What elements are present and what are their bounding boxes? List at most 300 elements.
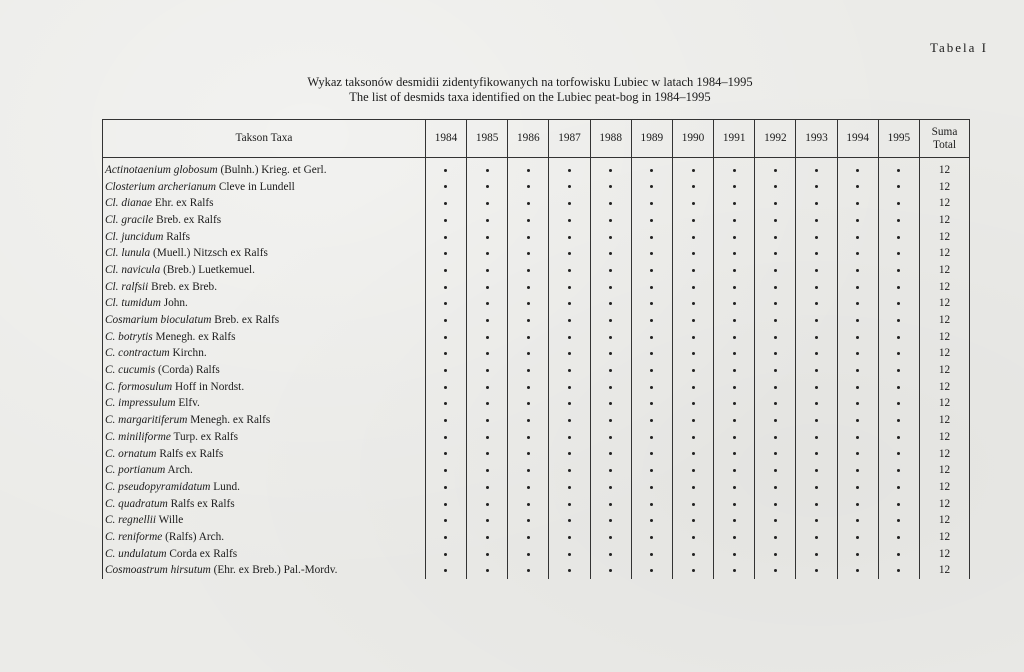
presence-dot <box>692 302 695 305</box>
presence-cell <box>549 429 590 446</box>
presence-dot <box>815 219 818 222</box>
taxon-cell <box>103 379 426 396</box>
presence-dot <box>897 469 900 472</box>
presence-dot <box>444 503 447 506</box>
presence-cell <box>425 412 466 429</box>
presence-dot <box>486 169 489 172</box>
taxon-cell <box>103 512 426 529</box>
presence-cell <box>672 346 713 363</box>
presence-dot <box>815 352 818 355</box>
presence-dot <box>774 536 777 539</box>
presence-dot <box>897 369 900 372</box>
presence-cell <box>549 346 590 363</box>
presence-dot <box>774 252 777 255</box>
presence-cell <box>590 512 631 529</box>
presence-dot <box>815 369 818 372</box>
presence-cell <box>837 312 878 329</box>
presence-dot <box>609 269 612 272</box>
presence-dot <box>486 185 489 188</box>
presence-dot <box>444 286 447 289</box>
presence-dot <box>692 436 695 439</box>
presence-dot <box>856 452 859 455</box>
presence-dot <box>692 486 695 489</box>
presence-dot <box>527 219 530 222</box>
presence-dot <box>527 319 530 322</box>
taxon-name: C. undulatum <box>105 547 167 560</box>
presence-cell <box>467 496 508 513</box>
presence-dot <box>733 252 736 255</box>
presence-cell <box>508 412 549 429</box>
presence-dot <box>609 369 612 372</box>
presence-dot <box>527 302 530 305</box>
presence-dot <box>815 402 818 405</box>
presence-dot <box>568 352 571 355</box>
presence-dot <box>444 469 447 472</box>
presence-dot <box>650 553 653 556</box>
total-cell: 12 <box>919 429 969 446</box>
taxon-cell <box>103 346 426 363</box>
presence-dot <box>527 402 530 405</box>
presence-cell <box>631 512 672 529</box>
header-total-pl: Suma <box>931 125 958 138</box>
taxon-name: Actinotaenium globosum <box>105 163 218 176</box>
presence-cell <box>467 245 508 262</box>
presence-cell <box>672 212 713 229</box>
presence-cell <box>425 446 466 463</box>
presence-dot <box>856 336 859 339</box>
presence-cell <box>755 429 796 446</box>
presence-dot <box>444 519 447 522</box>
presence-cell <box>672 245 713 262</box>
presence-cell <box>508 158 549 179</box>
presence-dot <box>444 553 447 556</box>
presence-dot <box>444 219 447 222</box>
presence-dot <box>815 336 818 339</box>
presence-dot <box>774 219 777 222</box>
presence-cell <box>467 279 508 296</box>
presence-cell <box>878 158 919 179</box>
presence-cell <box>549 279 590 296</box>
presence-cell <box>631 158 672 179</box>
presence-dot <box>444 319 447 322</box>
presence-cell <box>878 429 919 446</box>
header-taxon: Takson Taxa <box>103 120 426 158</box>
presence-dot <box>733 352 736 355</box>
presence-dot <box>444 252 447 255</box>
presence-dot <box>486 286 489 289</box>
header-year: 1989 <box>631 120 672 158</box>
presence-dot <box>444 419 447 422</box>
total-cell: 12 <box>919 158 969 179</box>
presence-cell <box>796 346 837 363</box>
taxon-author: (Corda) Ralfs <box>158 364 220 377</box>
presence-cell <box>631 479 672 496</box>
presence-cell <box>549 563 590 580</box>
taxon-cell <box>103 329 426 346</box>
presence-cell <box>467 229 508 246</box>
presence-dot <box>733 486 736 489</box>
presence-dot <box>774 369 777 372</box>
presence-cell <box>631 179 672 196</box>
presence-cell <box>878 296 919 313</box>
presence-cell <box>672 412 713 429</box>
table-row <box>103 179 970 196</box>
presence-cell <box>467 412 508 429</box>
presence-cell <box>796 279 837 296</box>
presence-dot <box>527 369 530 372</box>
taxon-name: Cl. gracile <box>105 213 154 226</box>
presence-dot <box>527 536 530 539</box>
presence-cell <box>590 529 631 546</box>
presence-dot <box>650 185 653 188</box>
presence-cell <box>590 212 631 229</box>
total-cell: 12 <box>919 245 969 262</box>
total-cell: 12 <box>919 296 969 313</box>
desmids-table <box>102 119 970 579</box>
presence-cell <box>755 329 796 346</box>
presence-cell <box>425 229 466 246</box>
presence-cell <box>590 245 631 262</box>
presence-dot <box>856 202 859 205</box>
header-year: 1984 <box>425 120 466 158</box>
taxon-name: C. portianum <box>105 464 166 477</box>
presence-dot <box>568 536 571 539</box>
taxon-author: Ralfs ex Ralfs <box>159 447 224 460</box>
presence-dot <box>609 503 612 506</box>
presence-dot <box>856 569 859 572</box>
presence-dot <box>692 553 695 556</box>
presence-dot <box>527 519 530 522</box>
presence-cell <box>837 496 878 513</box>
caption-polish: Wykaz taksonów desmidii zidentyfikowanych na torfowisku Lubiec w latach 1984–1995 <box>307 75 753 89</box>
presence-cell <box>755 195 796 212</box>
presence-cell <box>837 346 878 363</box>
presence-dot <box>774 486 777 489</box>
presence-dot <box>692 336 695 339</box>
presence-cell <box>796 496 837 513</box>
presence-cell <box>425 496 466 513</box>
taxon-name: C. quadratum <box>105 497 168 510</box>
presence-cell <box>796 446 837 463</box>
presence-cell <box>755 279 796 296</box>
presence-dot <box>650 469 653 472</box>
presence-dot <box>486 386 489 389</box>
taxon-cell <box>103 462 426 479</box>
presence-dot <box>897 486 900 489</box>
total-cell: 12 <box>919 279 969 296</box>
presence-cell <box>508 245 549 262</box>
taxon-author: Breb. ex Breb. <box>151 280 218 293</box>
presence-cell <box>425 462 466 479</box>
presence-cell <box>755 262 796 279</box>
presence-dot <box>527 419 530 422</box>
presence-dot <box>650 336 653 339</box>
presence-cell <box>549 179 590 196</box>
presence-cell <box>631 229 672 246</box>
presence-cell <box>714 179 755 196</box>
presence-cell <box>425 312 466 329</box>
presence-dot <box>650 402 653 405</box>
presence-dot <box>527 169 530 172</box>
presence-cell <box>837 462 878 479</box>
presence-cell <box>755 362 796 379</box>
presence-cell <box>837 245 878 262</box>
presence-cell <box>878 412 919 429</box>
presence-dot <box>692 569 695 572</box>
presence-cell <box>590 396 631 413</box>
presence-dot <box>609 236 612 239</box>
presence-cell <box>837 329 878 346</box>
presence-cell <box>714 563 755 580</box>
presence-cell <box>631 379 672 396</box>
table-row <box>103 346 970 363</box>
taxon-author: Menegh. ex Ralfs <box>190 414 271 427</box>
taxon-cell <box>103 158 426 179</box>
total-cell: 12 <box>919 512 969 529</box>
presence-dot <box>609 336 612 339</box>
table-row <box>103 479 970 496</box>
presence-dot <box>856 185 859 188</box>
presence-dot <box>856 352 859 355</box>
presence-cell <box>549 329 590 346</box>
presence-cell <box>467 212 508 229</box>
presence-cell <box>878 529 919 546</box>
presence-dot <box>856 469 859 472</box>
presence-dot <box>650 386 653 389</box>
table-row <box>103 279 970 296</box>
presence-dot <box>774 569 777 572</box>
presence-cell <box>837 212 878 229</box>
presence-dot <box>692 419 695 422</box>
presence-cell <box>425 158 466 179</box>
presence-cell <box>467 429 508 446</box>
header-year: 1985 <box>467 120 508 158</box>
presence-dot <box>650 219 653 222</box>
header-year: 1995 <box>878 120 919 158</box>
presence-dot <box>568 369 571 372</box>
presence-cell <box>672 229 713 246</box>
presence-cell <box>837 229 878 246</box>
presence-cell <box>714 362 755 379</box>
taxon-name: Cosmarium bioculatum <box>105 314 212 327</box>
presence-cell <box>796 563 837 580</box>
presence-dot <box>527 352 530 355</box>
presence-dot <box>486 352 489 355</box>
presence-dot <box>733 536 736 539</box>
presence-cell <box>714 512 755 529</box>
presence-cell <box>590 546 631 563</box>
presence-cell <box>672 262 713 279</box>
presence-cell <box>590 262 631 279</box>
presence-cell <box>672 479 713 496</box>
presence-dot <box>444 536 447 539</box>
total-cell: 12 <box>919 563 969 580</box>
taxon-name: Cl. tumidum <box>105 297 161 310</box>
presence-dot <box>897 319 900 322</box>
presence-dot <box>733 419 736 422</box>
presence-cell <box>878 195 919 212</box>
presence-cell <box>508 529 549 546</box>
presence-cell <box>467 563 508 580</box>
taxon-cell <box>103 262 426 279</box>
presence-dot <box>650 436 653 439</box>
presence-dot <box>486 536 489 539</box>
presence-dot <box>568 419 571 422</box>
presence-dot <box>486 269 489 272</box>
presence-cell <box>549 479 590 496</box>
presence-cell <box>508 296 549 313</box>
presence-dot <box>527 269 530 272</box>
taxon-author: (Muell.) Nitzsch ex Ralfs <box>153 247 268 260</box>
presence-dot <box>774 269 777 272</box>
presence-cell <box>631 446 672 463</box>
presence-cell <box>796 546 837 563</box>
presence-dot <box>609 553 612 556</box>
presence-dot <box>897 569 900 572</box>
table-row <box>103 312 970 329</box>
presence-cell <box>878 546 919 563</box>
presence-dot <box>815 486 818 489</box>
presence-cell <box>549 296 590 313</box>
presence-dot <box>486 302 489 305</box>
presence-cell <box>837 546 878 563</box>
presence-cell <box>425 195 466 212</box>
presence-cell <box>425 212 466 229</box>
presence-cell <box>755 245 796 262</box>
presence-cell <box>714 446 755 463</box>
presence-cell <box>837 379 878 396</box>
presence-cell <box>755 529 796 546</box>
presence-cell <box>631 496 672 513</box>
presence-dot <box>609 352 612 355</box>
presence-dot <box>609 452 612 455</box>
presence-dot <box>897 452 900 455</box>
presence-dot <box>897 536 900 539</box>
presence-cell <box>878 396 919 413</box>
presence-cell <box>714 496 755 513</box>
presence-dot <box>733 236 736 239</box>
total-cell: 12 <box>919 195 969 212</box>
table-row <box>103 496 970 513</box>
presence-cell <box>549 462 590 479</box>
presence-dot <box>815 419 818 422</box>
presence-dot <box>733 302 736 305</box>
presence-dot <box>692 202 695 205</box>
presence-dot <box>897 386 900 389</box>
presence-cell <box>508 429 549 446</box>
table-row <box>103 262 970 279</box>
presence-cell <box>672 496 713 513</box>
presence-cell <box>631 279 672 296</box>
presence-cell <box>837 479 878 496</box>
presence-dot <box>774 519 777 522</box>
presence-cell <box>837 446 878 463</box>
presence-cell <box>837 195 878 212</box>
table-row <box>103 546 970 563</box>
presence-cell <box>631 245 672 262</box>
presence-dot <box>897 553 900 556</box>
presence-dot <box>568 219 571 222</box>
presence-cell <box>508 396 549 413</box>
presence-dot <box>774 336 777 339</box>
table-row <box>103 379 970 396</box>
presence-dot <box>733 319 736 322</box>
presence-cell <box>508 512 549 529</box>
presence-dot <box>815 169 818 172</box>
presence-cell <box>878 262 919 279</box>
presence-cell <box>837 563 878 580</box>
presence-cell <box>714 529 755 546</box>
presence-cell <box>672 379 713 396</box>
presence-cell <box>631 312 672 329</box>
presence-cell <box>672 563 713 580</box>
header-total <box>919 120 969 158</box>
table-row <box>103 529 970 546</box>
presence-dot <box>650 202 653 205</box>
presence-dot <box>815 302 818 305</box>
presence-cell <box>508 179 549 196</box>
presence-cell <box>672 296 713 313</box>
presence-cell <box>672 362 713 379</box>
presence-dot <box>733 569 736 572</box>
presence-dot <box>897 169 900 172</box>
taxon-name: C. miniliforme <box>105 430 171 443</box>
presence-dot <box>527 185 530 188</box>
header-year: 1990 <box>672 120 713 158</box>
presence-cell <box>755 179 796 196</box>
taxon-author: Elfv. <box>178 397 200 410</box>
presence-dot <box>692 503 695 506</box>
taxon-cell <box>103 229 426 246</box>
presence-cell <box>467 329 508 346</box>
presence-dot <box>444 236 447 239</box>
presence-dot <box>856 269 859 272</box>
presence-cell <box>631 563 672 580</box>
presence-dot <box>815 286 818 289</box>
presence-cell <box>714 479 755 496</box>
presence-dot <box>856 486 859 489</box>
presence-cell <box>467 346 508 363</box>
presence-dot <box>692 252 695 255</box>
presence-cell <box>425 279 466 296</box>
taxon-name: C. ornatum <box>105 447 157 460</box>
presence-cell <box>878 279 919 296</box>
presence-cell <box>672 512 713 529</box>
presence-cell <box>425 429 466 446</box>
presence-cell <box>672 529 713 546</box>
presence-dot <box>856 169 859 172</box>
presence-dot <box>733 169 736 172</box>
presence-cell <box>755 479 796 496</box>
table-row <box>103 396 970 413</box>
presence-dot <box>609 436 612 439</box>
presence-dot <box>815 236 818 239</box>
presence-dot <box>609 219 612 222</box>
presence-dot <box>733 286 736 289</box>
presence-cell <box>714 158 755 179</box>
presence-cell <box>755 312 796 329</box>
taxon-author: Lund. <box>213 480 240 493</box>
presence-cell <box>796 212 837 229</box>
presence-cell <box>878 512 919 529</box>
taxon-name: Cl. juncidum <box>105 230 164 243</box>
presence-cell <box>878 329 919 346</box>
presence-dot <box>897 352 900 355</box>
presence-cell <box>508 362 549 379</box>
presence-dot <box>733 553 736 556</box>
presence-cell <box>425 262 466 279</box>
presence-dot <box>815 519 818 522</box>
